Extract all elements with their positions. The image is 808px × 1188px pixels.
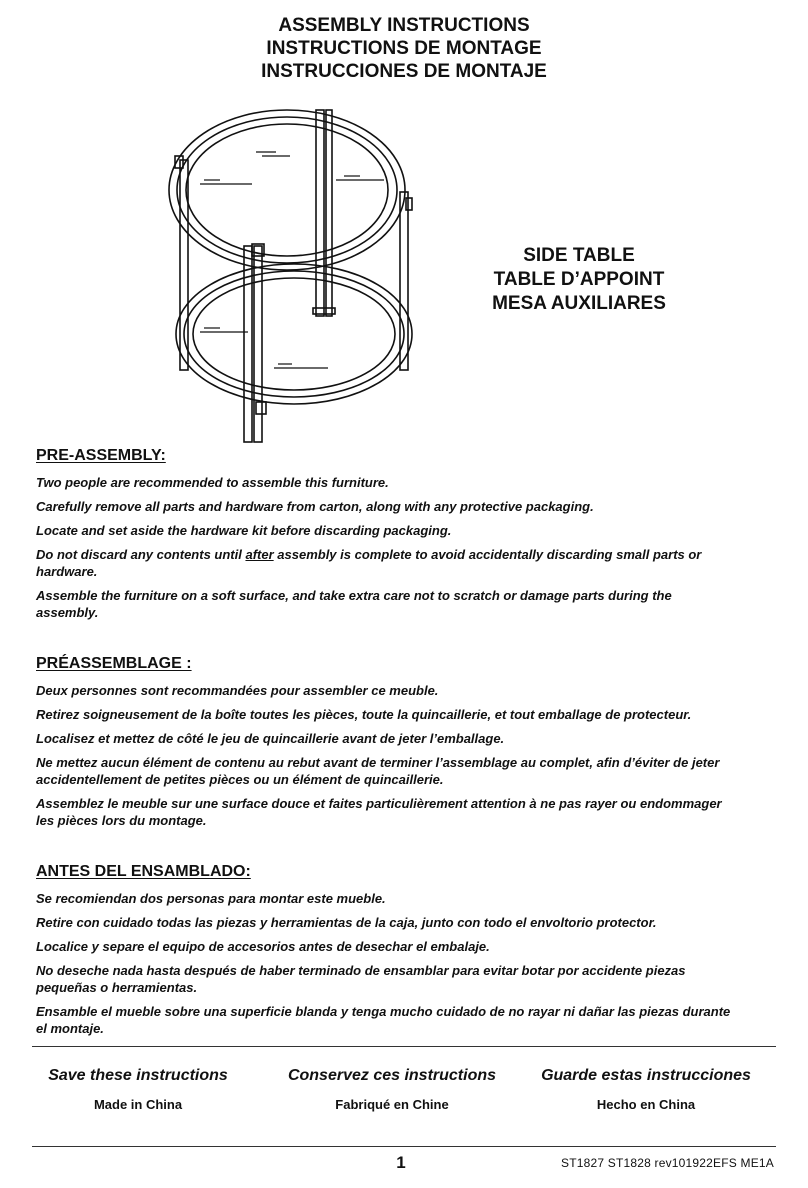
made-in-french: Fabriqué en Chine (335, 1097, 449, 1112)
title-spanish: INSTRUCCIONES DE MONTAJE (261, 61, 547, 82)
instruction-paragraph: Retirez soigneusement de la boîte toutes les pièces, toute la quincaillerie, et tout emballage de protecteur. (36, 707, 692, 722)
section-heading: ANTES DEL ENSAMBLADO: (36, 863, 251, 880)
instruction-paragraph: Assemblez le meuble sur une surface douce et faites particulièrement attention à ne pas rayer ou endommager les pièces lors du montage. (36, 796, 722, 828)
bottom-divider (32, 1146, 776, 1147)
instruction-paragraph (36, 546, 736, 580)
product-name-spanish: MESA AUXILIARES (492, 293, 666, 314)
save-instructions-french: Conservez ces instructions (287, 1067, 497, 1084)
preassembly-section-english (36, 446, 736, 628)
page-number: 1 (396, 1153, 406, 1172)
emphasis-after: after (245, 547, 274, 562)
product-name-english: SIDE TABLE (523, 245, 635, 266)
footer-divider (32, 1046, 776, 1047)
instruction-paragraph: Se recomiendan dos personas para montar este mueble. (36, 891, 386, 906)
instruction-paragraph: No deseche nada hasta después de haber terminado de ensamblar para evitar botar por accidente piezas pequeñas o herramientas. (36, 963, 686, 995)
section-heading: PRE-ASSEMBLY: (36, 447, 166, 464)
product-name-french: TABLE D’APPOINT (493, 269, 665, 290)
preassembly-section-french (36, 654, 736, 836)
side-table-illustration (160, 96, 430, 450)
footer-column-french (270, 1066, 514, 1113)
instruction-text: assembly is complete to avoid accidentally discarding small parts or hardware. (36, 547, 702, 579)
product-name (466, 244, 692, 316)
footer-column-spanish (524, 1066, 768, 1113)
instruction-paragraph: Assemble the furniture on a soft surface, and take extra care not to scratch or damage parts during the assembly. (36, 588, 672, 620)
instruction-paragraph: Localice y separe el equipo de accesorios antes de desechar el embalaje. (36, 939, 490, 954)
section-heading: PRÉASSEMBLAGE : (36, 655, 192, 672)
footer-column-english (16, 1066, 260, 1113)
made-in-spanish: Hecho en China (596, 1097, 696, 1112)
document-title (0, 14, 808, 83)
instruction-paragraph: Locate and set aside the hardware kit before discarding packaging. (36, 523, 452, 538)
save-instructions-english: Save these instructions (48, 1067, 228, 1084)
preassembly-section-spanish (36, 862, 736, 1044)
title-french: INSTRUCTIONS DE MONTAGE (266, 38, 542, 59)
instruction-paragraph: Deux personnes sont recommandées pour assembler ce meuble. (36, 683, 439, 698)
instruction-paragraph: Ensamble el mueble sobre una superficie blanda y tenga mucho cuidado de no rayar ni dañar las piezas durante el montaje. (36, 1004, 731, 1036)
save-instructions-spanish: Guarde estas instrucciones (541, 1067, 751, 1084)
instruction-paragraph: Localisez et mettez de côté le jeu de quincaillerie avant de jeter l’emballage. (36, 731, 505, 746)
title-english: ASSEMBLY INSTRUCTIONS (278, 15, 530, 36)
instruction-paragraph: Ne mettez aucun élément de contenu au rebut avant de terminer l’assemblage au complet, afin d’éviter de jeter accidentellement de petites pièces ou un élément de quincaillerie. (36, 755, 720, 787)
instruction-paragraph: Carefully remove all parts and hardware from carton, along with any protective packaging. (36, 499, 594, 514)
instruction-paragraph: Retire con cuidado todas las piezas y herramientas de la caja, junto con todo el envoltorio protector. (36, 915, 657, 930)
made-in-english: Made in China (93, 1097, 183, 1112)
instruction-text: Do not discard any contents until (36, 547, 246, 562)
model-codes: ST1827 ST1828 rev101922EFS ME1A (561, 1156, 774, 1170)
instruction-paragraph: Two people are recommended to assemble this furniture. (36, 475, 389, 490)
